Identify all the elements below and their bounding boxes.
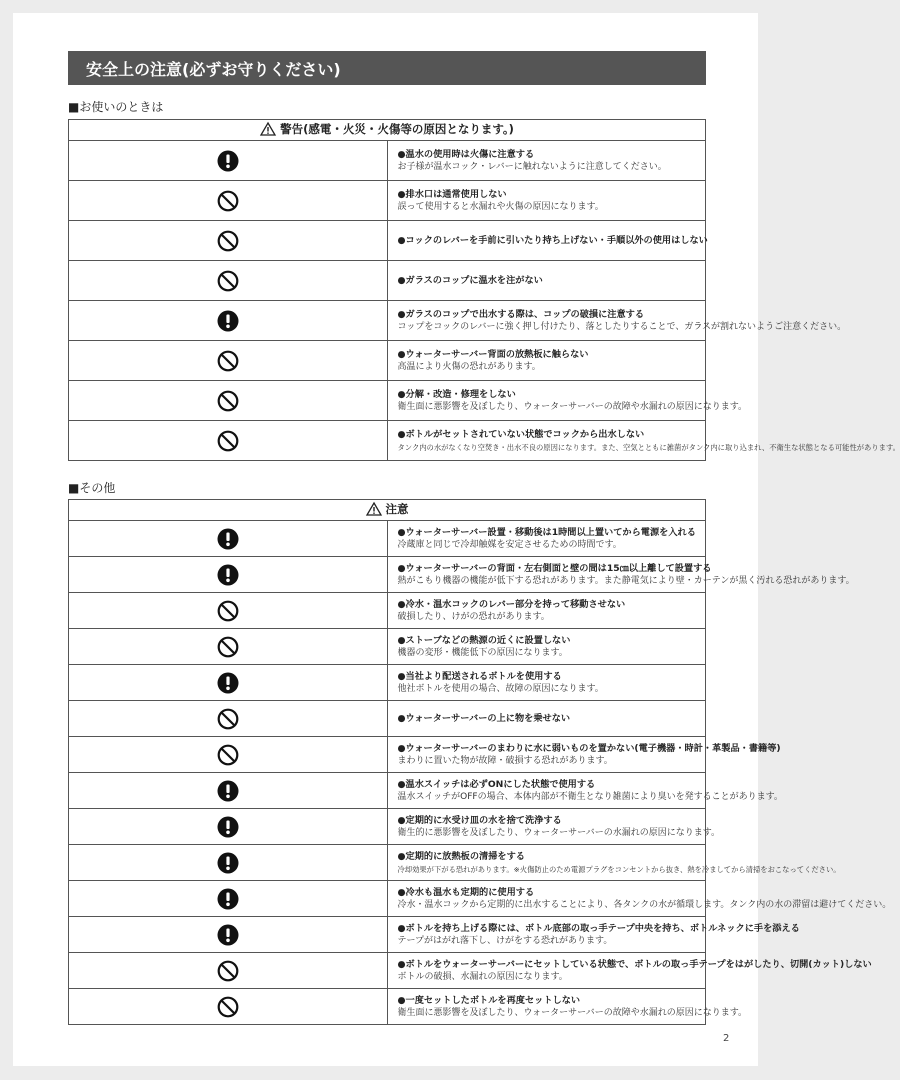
table-row xyxy=(69,701,706,737)
table-row xyxy=(69,381,706,421)
icon-cell xyxy=(69,953,388,989)
item-title: ●ウォーターサーバーの背面・左右側面と壁の間は15㎝以上離して設置する xyxy=(397,562,712,574)
table-row xyxy=(69,421,706,461)
icon-cell xyxy=(69,917,388,953)
text-cell xyxy=(387,381,747,421)
warning-table xyxy=(68,119,900,461)
table-row xyxy=(69,737,706,773)
item-description: 温水スイッチがOFFの場合、本体内部が不衛生となり雑菌により臭いを発することがあります。 xyxy=(397,791,783,802)
mandatory-icon xyxy=(69,672,387,694)
item-description: 衛生面に悪影響を及ぼしたり、ウォーターサーバーの故障や水漏れの原因になります。 xyxy=(397,1007,747,1018)
mandatory-icon xyxy=(69,564,387,586)
item-title: ●排水口は通常使用しない xyxy=(397,188,507,200)
table-row xyxy=(69,881,706,917)
text-cell xyxy=(387,521,706,557)
text-cell xyxy=(387,301,847,341)
icon-cell xyxy=(69,845,388,881)
text-cell xyxy=(387,701,706,737)
icon-cell xyxy=(69,421,388,461)
table-row xyxy=(69,181,706,221)
item-description: 誤って使用すると水漏れや火傷の原因になります。 xyxy=(397,201,604,212)
mandatory-icon xyxy=(69,852,387,874)
mandatory-icon xyxy=(69,150,387,172)
icon-cell xyxy=(69,181,388,221)
icon-cell xyxy=(69,593,388,629)
item-description: 高温により火傷の恐れがあります。 xyxy=(397,361,541,372)
document-page xyxy=(13,13,900,1066)
prohibited-icon xyxy=(69,960,387,982)
item-title: ●ボトルをウォーターサーバーにセットしている状態で、ボトルの取っ手テープをはがしたり、切開(カット)しない xyxy=(397,958,872,970)
text-cell xyxy=(387,421,900,461)
icon-cell xyxy=(69,381,388,421)
caution-table-header-text: 注意 xyxy=(385,502,409,516)
item-title: ●ウォーターサーバーのまわりに水に弱いものを置かない(電子機器・時計・革製品・書籍等) xyxy=(397,742,781,754)
mandatory-icon xyxy=(69,816,387,838)
icon-cell xyxy=(69,701,388,737)
text-cell xyxy=(387,181,706,221)
icon-cell xyxy=(69,773,388,809)
table-row xyxy=(69,301,706,341)
text-cell xyxy=(387,221,706,261)
table-row xyxy=(69,629,706,665)
prohibited-icon xyxy=(69,230,387,252)
item-title: ●温水の使用時は火傷に注意する xyxy=(397,148,535,160)
prohibited-icon xyxy=(69,708,387,730)
item-title: ●ボトルを持ち上げる際には、ボトル底部の取っ手テープ中央を持ち、ボトルネックに手を添える xyxy=(397,922,800,934)
page-title: 安全上の注意(必ずお守りください) xyxy=(68,51,706,85)
text-cell xyxy=(387,773,783,809)
mandatory-icon xyxy=(69,528,387,550)
caution-table-header xyxy=(69,500,706,521)
table-row xyxy=(69,809,706,845)
icon-cell xyxy=(69,521,388,557)
text-cell xyxy=(387,989,747,1025)
text-cell xyxy=(387,557,855,593)
item-title: ●ボトルがセットされていない状態でコックから出水しない xyxy=(397,428,645,440)
item-title: ●ストーブなどの熱源の近くに設置しない xyxy=(397,634,571,646)
item-description: タンク内の水がなくなり空焚き・出水不良の原因になります。また、空気とともに雑菌がタンク内に取り込まれ、不衛生な状態となる可能性があります。 xyxy=(397,442,900,452)
item-title: ●冷水・温水コックのレバー部分を持って移動させない xyxy=(397,598,626,610)
table-row xyxy=(69,917,706,953)
table-row xyxy=(69,521,706,557)
item-title: ●分解・改造・修理をしない xyxy=(397,388,516,400)
prohibited-icon xyxy=(69,744,387,766)
item-description: まわりに置いた物が故障・破損する恐れがあります。 xyxy=(397,755,613,766)
item-description: ボトルの破損、水漏れの原因になります。 xyxy=(397,971,568,982)
caution-table xyxy=(68,499,892,1025)
mandatory-icon xyxy=(69,924,387,946)
text-cell xyxy=(387,881,892,917)
table-row xyxy=(69,261,706,301)
item-title: ●ガラスのコップに温水を注がない xyxy=(397,275,543,286)
item-title: ●温水スイッチは必ずONにした状態で使用する xyxy=(397,778,596,790)
prohibited-icon xyxy=(69,270,387,292)
icon-cell xyxy=(69,301,388,341)
icon-cell xyxy=(69,629,388,665)
table-row xyxy=(69,665,706,701)
item-description: 冷却効果が下がる恐れがあります。※火傷防止のため電源プラグをコンセントから抜き、熱を冷ましてから清掃をおこなってください。 xyxy=(397,864,841,874)
icon-cell xyxy=(69,989,388,1025)
prohibited-icon xyxy=(69,636,387,658)
item-title: ●定期的に水受け皿の水を捨て洗浄する xyxy=(397,814,562,826)
item-title: ●冷水も温水も定期的に使用する xyxy=(397,886,535,898)
prohibited-icon xyxy=(69,996,387,1018)
table-row xyxy=(69,557,706,593)
warning-triangle-icon xyxy=(260,122,276,136)
text-cell xyxy=(387,917,800,953)
item-description: 熱がこもり機器の機能が低下する恐れがあります。また静電気により壁・カーテンが黒く汚れる恐れがあります。 xyxy=(397,575,855,586)
item-title: ●一度セットしたボトルを再度セットしない xyxy=(397,994,581,1006)
icon-cell xyxy=(69,141,388,181)
prohibited-icon xyxy=(69,190,387,212)
prohibited-icon xyxy=(69,430,387,452)
icon-cell xyxy=(69,557,388,593)
table-row xyxy=(69,773,706,809)
table-row xyxy=(69,141,706,181)
item-description: お子様が温水コック・レバーに触れないように注意してください。 xyxy=(397,161,667,172)
item-description: 衛生面に悪影響を及ぼしたり、ウォーターサーバーの故障や水漏れの原因になります。 xyxy=(397,401,747,412)
item-description: 他社ボトルを使用の場合、故障の原因になります。 xyxy=(397,683,604,694)
item-description: コップをコックのレバーに強く押し付けたり、落としたりすることで、ガラスが割れないようご注意ください。 xyxy=(397,321,847,332)
text-cell xyxy=(387,845,841,881)
mandatory-icon xyxy=(69,888,387,910)
icon-cell xyxy=(69,881,388,917)
prohibited-icon xyxy=(69,350,387,372)
page-number: 2 xyxy=(723,1033,730,1044)
item-title: ●ウォーターサーバー背面の放熱板に触らない xyxy=(397,348,589,360)
icon-cell xyxy=(69,341,388,381)
icon-cell xyxy=(69,737,388,773)
warning-table-header xyxy=(69,120,706,141)
warning-triangle-icon xyxy=(366,502,382,516)
table-row xyxy=(69,221,706,261)
item-description: 破損したり、けがの恐れがあります。 xyxy=(397,611,550,622)
text-cell xyxy=(387,665,706,701)
item-title: ●ウォーターサーバー設置・移動後は1時間以上置いてから電源を入れる xyxy=(397,526,696,538)
table-row xyxy=(69,341,706,381)
mandatory-icon xyxy=(69,780,387,802)
table-row xyxy=(69,989,706,1025)
section-heading-usage: ■お使いのときは xyxy=(68,100,164,114)
text-cell xyxy=(387,261,706,301)
icon-cell xyxy=(69,221,388,261)
item-description: 冷水・温水コックから定期的に出水することにより、各タンクの水が循環します。タンク内の水の滞留は避けてください。 xyxy=(397,899,892,910)
text-cell xyxy=(387,809,720,845)
table-row xyxy=(69,953,706,989)
text-cell xyxy=(387,593,706,629)
item-description: 冷蔵庫と同じで冷却触媒を安定させるための時間です。 xyxy=(397,539,622,550)
prohibited-icon xyxy=(69,390,387,412)
prohibited-icon xyxy=(69,600,387,622)
item-title: ●ウォーターサーバーの上に物を乗せない xyxy=(397,713,571,724)
item-description: テープがはがれ落下し、けがをする恐れがあります。 xyxy=(397,935,613,946)
item-description: 機器の変形・機能低下の原因になります。 xyxy=(397,647,568,658)
item-title: ●コックのレバーを手前に引いたり持ち上げない・手順以外の使用はしない xyxy=(397,235,708,246)
warning-table-header-text: 警告(感電・火災・火傷等の原因となります。) xyxy=(280,122,514,136)
item-description: 衛生的に悪影響を及ぼしたり、ウォーターサーバーの水漏れの原因になります。 xyxy=(397,827,720,838)
icon-cell xyxy=(69,665,388,701)
table-row xyxy=(69,593,706,629)
table-row xyxy=(69,845,706,881)
item-title: ●当社より配送されるボトルを使用する xyxy=(397,670,562,682)
section-heading-other: ■その他 xyxy=(68,481,116,495)
text-cell xyxy=(387,737,781,773)
mandatory-icon xyxy=(69,310,387,332)
icon-cell xyxy=(69,809,388,845)
text-cell xyxy=(387,341,706,381)
text-cell xyxy=(387,629,706,665)
text-cell xyxy=(387,141,706,181)
text-cell xyxy=(387,953,872,989)
icon-cell xyxy=(69,261,388,301)
item-title: ●定期的に放熱板の清掃をする xyxy=(397,850,525,862)
item-title: ●ガラスのコップで出水する際は、コップの破損に注意する xyxy=(397,308,645,320)
